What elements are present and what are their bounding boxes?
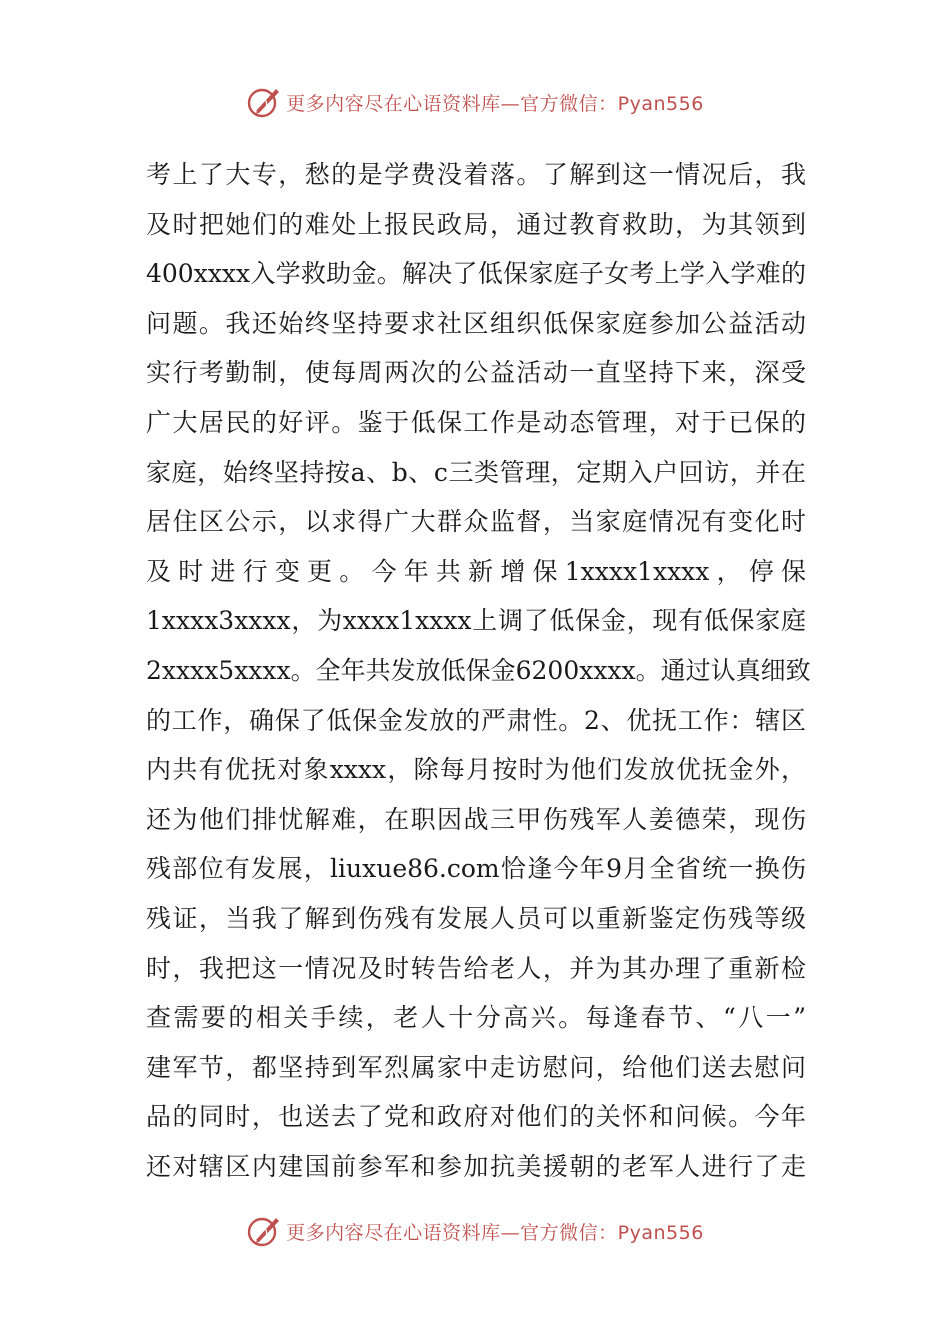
paragraph-line: 广大居民的好评。鉴于低保工作是动态管理，对于已保的	[146, 407, 806, 437]
footer-wechat-id: Pyan556	[617, 1221, 704, 1244]
paragraph-line: 及时把她们的难处上报民政局，通过教育救助，为其领到	[146, 209, 806, 239]
paragraph-line: 残证，当我了解到伤残有发展人员可以重新鉴定伤残等级	[146, 903, 806, 933]
paragraph-line: 时，我把这一情况及时转告给老人，并为其办理了重新检	[146, 953, 806, 983]
quill-pen-logo-icon	[246, 84, 282, 120]
header-brand-text	[286, 89, 704, 116]
paragraph-line: 2xxxx5xxxx。全年共发放低保金6200xxxx。通过认真细致	[146, 655, 811, 685]
paragraph-line: 1xxxx3xxxx，为xxxx1xxxx上调了低保金，现有低保家庭	[146, 606, 806, 636]
paragraph-line: 查需要的相关手续，老人十分高兴。每逢春节、“八一”	[146, 1003, 806, 1033]
paragraph-line: 问题。我还始终坚持要求社区组织低保家庭参加公益活动	[146, 308, 806, 338]
paragraph-line: 400xxxx入学救助金。解决了低保家庭子女考上学入学难的	[146, 259, 806, 289]
header-banner	[0, 82, 950, 122]
paragraph-line: 残部位有发展，liuxue86.com恰逢今年9月全省统一换伤	[146, 854, 806, 884]
header-wechat-id: Pyan556	[617, 92, 704, 115]
paragraph-line: 品的同时，也送去了党和政府对他们的关怀和问候。今年	[146, 1102, 806, 1132]
paragraph-line: 的工作，确保了低保金发放的严肃性。2、优抚工作：辖区	[146, 705, 806, 735]
footer-brand-label: 更多内容尽在心语资料库—官方微信：	[286, 1221, 618, 1244]
paragraph-line: 还为他们排忧解难，在职因战三甲伤残军人姜德荣，现伤	[146, 804, 806, 834]
paragraph-line: 实行考勤制，使每周两次的公益活动一直坚持下来，深受	[146, 358, 806, 388]
footer-banner	[0, 1211, 950, 1251]
footer-brand-text	[286, 1218, 704, 1245]
document-body	[146, 150, 811, 1191]
paragraph-line: 家庭，始终坚持按a、b、c三类管理，定期入户回访，并在	[146, 457, 806, 487]
paragraph-line: 建军节，都坚持到军烈属家中走访慰问，给他们送去慰问	[146, 1052, 806, 1082]
paragraph-line: 考上了大专，愁的是学费没着落。了解到这一情况后，我	[146, 160, 806, 189]
paragraph-line: 居住区公示，以求得广大群众监督，当家庭情况有变化时	[146, 507, 806, 537]
paragraph-line: 还对辖区内建国前参军和参加抗美援朝的老军人进行了走	[146, 1151, 806, 1181]
header-brand-label: 更多内容尽在心语资料库—官方微信：	[286, 92, 618, 115]
quill-pen-logo-icon	[246, 1213, 282, 1249]
paragraph-line: 及时进行变更。今年共新增保1xxxx1xxxx，停保	[146, 556, 806, 586]
paragraph-line: 内共有优抚对象xxxx，除每月按时为他们发放优抚金外，	[146, 755, 806, 785]
